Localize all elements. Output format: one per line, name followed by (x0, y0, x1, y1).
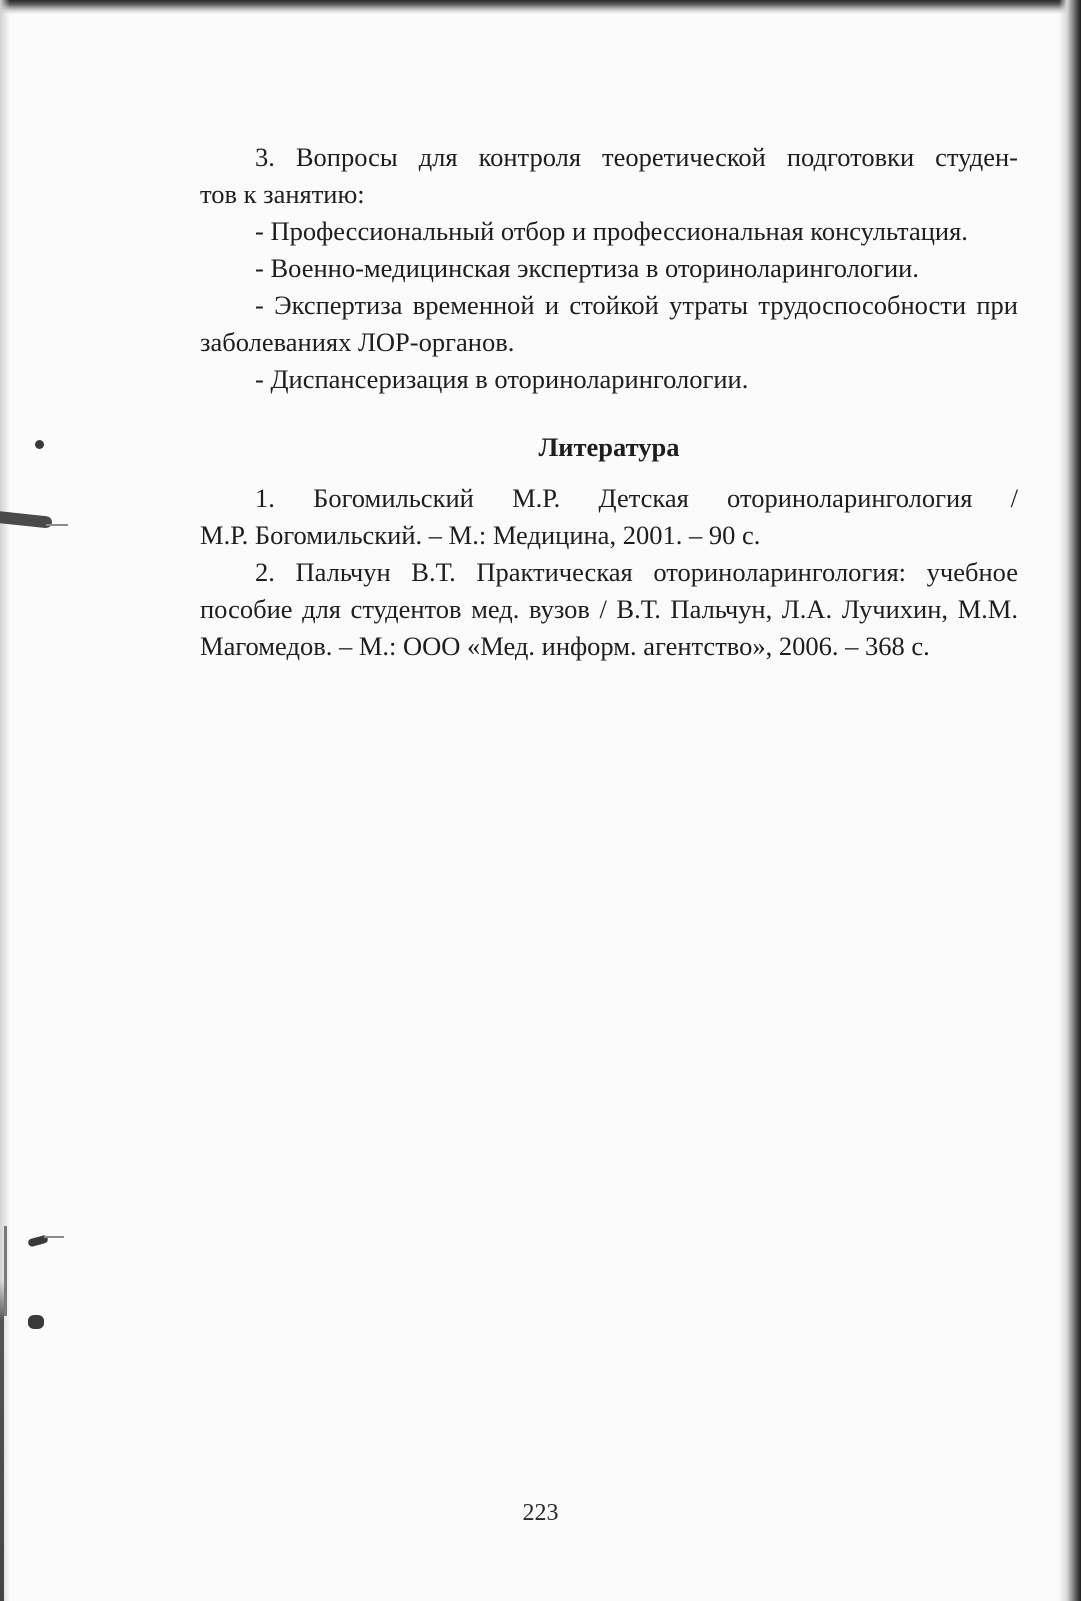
scan-edge-top (0, 0, 1081, 14)
literature-heading: Литература (538, 432, 680, 462)
question-item: - Военно-медицинская экспертиза в оториноларингологии. (255, 253, 919, 283)
binding-hole-mark (46, 524, 68, 526)
reference-item-1-continuation: М.Р. Богомильский. – М.: Медицина, 2001. – 90 с. (200, 520, 761, 550)
question-item: - Профессиональный отбор и профессиональная консультация. (255, 216, 968, 246)
questions-intro-continuation: тов к занятию: (200, 179, 365, 209)
binding-hole-mark (4, 1226, 7, 1316)
reference-item-1: 1. Богомильский М.Р. Детская оториноларингология / (255, 483, 1018, 513)
question-item: - Диспансеризация в оториноларингологии. (255, 364, 749, 394)
questions-intro: 3. Вопросы для контроля теоретической подготовки студен- (255, 142, 1018, 172)
scan-edge-left-shadow (0, 1280, 4, 1601)
body-text (200, 139, 1018, 665)
reference-item-2: 2. Пальчун В.Т. Практическая оториноларингология: учебное пособие для студентов мед. вузов / В.Т. Пальчун, Л.А. Лучихин, М.М. Магомедов. – М.: ООО «Мед. информ. агентство», 2006. – 368 с. (200, 557, 1018, 661)
binding-hole-mark (44, 1236, 64, 1238)
binding-hole-mark (28, 1315, 44, 1329)
page-number: 223 (522, 1500, 559, 1526)
question-item: - Экспертиза временной и стойкой утраты трудоспособности при заболеваниях ЛОР-органов. (200, 290, 1018, 357)
scan-edge-right (1059, 0, 1081, 1601)
binding-hole-mark (35, 440, 44, 449)
